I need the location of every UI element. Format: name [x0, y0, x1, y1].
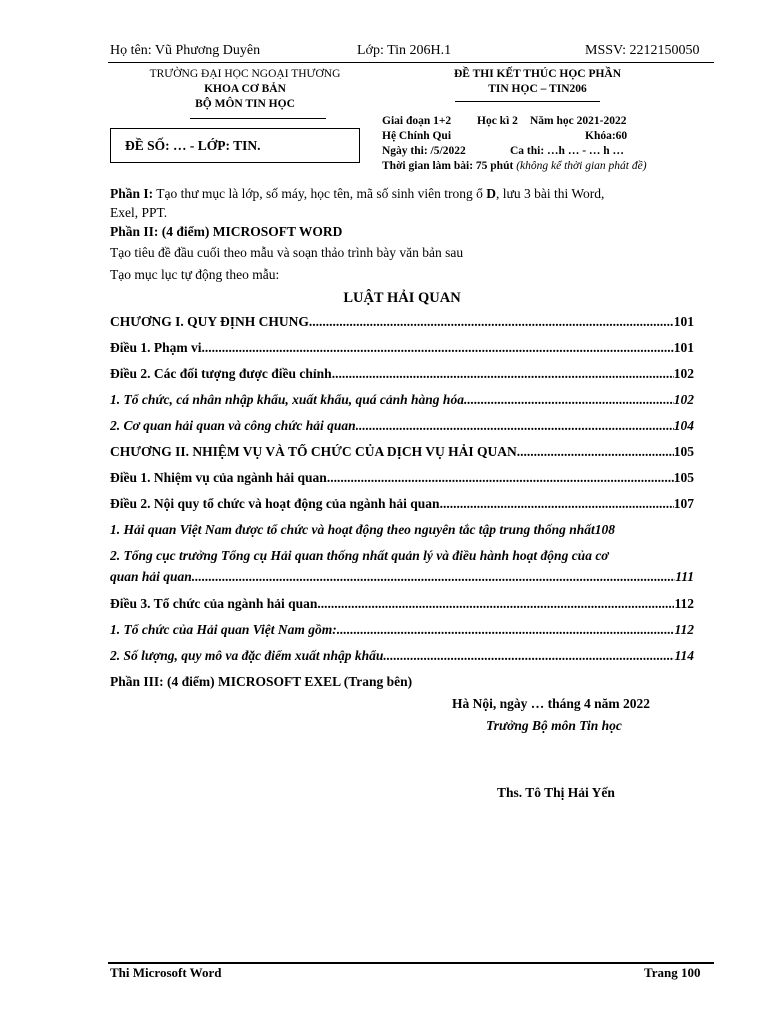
- exam-duration: [382, 160, 647, 172]
- signature-date: Hà Nội, ngày … tháng 4 năm 2022: [452, 696, 651, 711]
- toc-entry: 2. Cơ quan hải quan và công chức hải quan ..... 104: [110, 418, 694, 434]
- duration-label: Thời gian làm bài: 75 phút: [382, 160, 514, 172]
- part2-instruction-1: Tạo tiêu đề đầu cuối theo mẫu và soạn thảo trình bày văn bản sau: [110, 245, 464, 260]
- exam-cohort: Khóa:60: [585, 130, 628, 142]
- toc-entry: Điều 1. Nhiệm vụ của ngành hải quan ..... 105: [110, 470, 694, 486]
- toc-entry: Điều 2. Nội quy tổ chức và hoạt động của ngành hải quan ..... 107: [110, 496, 694, 512]
- university-name: TRƯỜNG ĐẠI HỌC NGOẠI THƯƠNG: [149, 68, 341, 80]
- document-title: LUẬT HẢI QUAN: [343, 290, 461, 306]
- toc-entry: Điều 2. Các đối tượng được điều chỉnh ..... 102: [110, 366, 694, 382]
- course-underline: [455, 101, 600, 102]
- student-class: Lớp: Tin 206H.1: [357, 43, 452, 58]
- exam-phase: Giai đoạn 1+2: [382, 115, 452, 127]
- footer-left: Thi Microsoft Word: [110, 965, 222, 980]
- part1-text-a: Tạo thư mục là lớp, số máy, học tên, mã số sinh viên trong ổ: [153, 186, 487, 201]
- signature-role: Trưởng Bộ môn Tin học: [486, 718, 622, 733]
- footer-page-number: Trang 100: [644, 965, 701, 980]
- footer-rule: [108, 962, 714, 964]
- faculty-name: KHOA CƠ BẢN: [204, 83, 286, 95]
- header-rule: [108, 62, 714, 63]
- duration-note: (không kể thời gian phát đề): [516, 160, 647, 172]
- department-underline: [190, 118, 326, 119]
- toc-entry: Điều 1. Phạm vi ..... 101: [110, 340, 694, 356]
- exam-date: Ngày thi: /5/2022: [382, 145, 466, 157]
- part1-drive: D: [486, 186, 497, 201]
- department-name: BỘ MÔN TIN HỌC: [195, 98, 295, 110]
- part2-instruction-2: Tạo mục lục tự động theo mẫu:: [110, 267, 280, 282]
- student-id: MSSV: 2212150050: [585, 43, 700, 58]
- part1-line1: [110, 186, 604, 202]
- exam-number-box: [110, 128, 360, 163]
- toc-entry: quan hải quan ..... 111: [110, 569, 694, 585]
- toc-entry: 1. Hải quan Việt Nam được tổ chức và hoạt động theo nguyên tắc tập trung thống nhất 108: [110, 522, 615, 537]
- part3-heading: Phần III: (4 điểm) MICROSOFT EXEL (Trang bên): [110, 674, 413, 689]
- part1-label: Phần I:: [110, 186, 154, 201]
- toc-entry: Điều 3. Tổ chức của ngành hải quan ..... 112: [110, 596, 694, 612]
- student-name: Họ tên: Vũ Phương Duyên: [110, 43, 261, 58]
- exam-system: Hệ Chính Qui: [382, 130, 452, 142]
- part1-line2: Exel, PPT.: [110, 205, 168, 220]
- toc-entry: CHƯƠNG II. NHIỆM VỤ VÀ TỔ CHỨC CỦA DỊCH VỤ HẢI QUAN ..... 105: [110, 444, 694, 460]
- exam-year: Năm học 2021-2022: [530, 115, 627, 127]
- toc-entry: 1. Tổ chức của Hải quan Việt Nam gồm: ..... 112: [110, 622, 694, 638]
- signature-name: Ths. Tô Thị Hải Yến: [497, 785, 615, 800]
- toc-entry: 2. Số lượng, quy mô va đặc điểm xuất nhập khẩu ..... 114: [110, 648, 694, 664]
- toc-entry: 2. Tổng cục trưởng Tổng cụ Hải quan thống nhất quản lý và điều hành hoạt động của cơ: [110, 548, 609, 563]
- exam-course: TIN HỌC – TIN206: [488, 83, 587, 95]
- exam-number: ĐỀ SỐ: … - LỚP: TIN.: [125, 138, 261, 153]
- exam-title: ĐỀ THI KẾT THÚC HỌC PHẦN: [453, 68, 622, 80]
- toc-entry: CHƯƠNG I. QUY ĐỊNH CHUNG ..... 101: [110, 314, 694, 330]
- part1-text-b: , lưu 3 bài thi Word,: [496, 186, 605, 201]
- exam-shift: Ca thi: …h … - … h …: [510, 145, 625, 157]
- toc-entry: 1. Tổ chức, cá nhân nhập khẩu, xuất khẩu, quá cảnh hàng hóa ..... 102: [110, 392, 694, 408]
- exam-semester: Học kì 2: [477, 115, 518, 127]
- part2-heading: Phần II: (4 điểm) MICROSOFT WORD: [110, 224, 343, 239]
